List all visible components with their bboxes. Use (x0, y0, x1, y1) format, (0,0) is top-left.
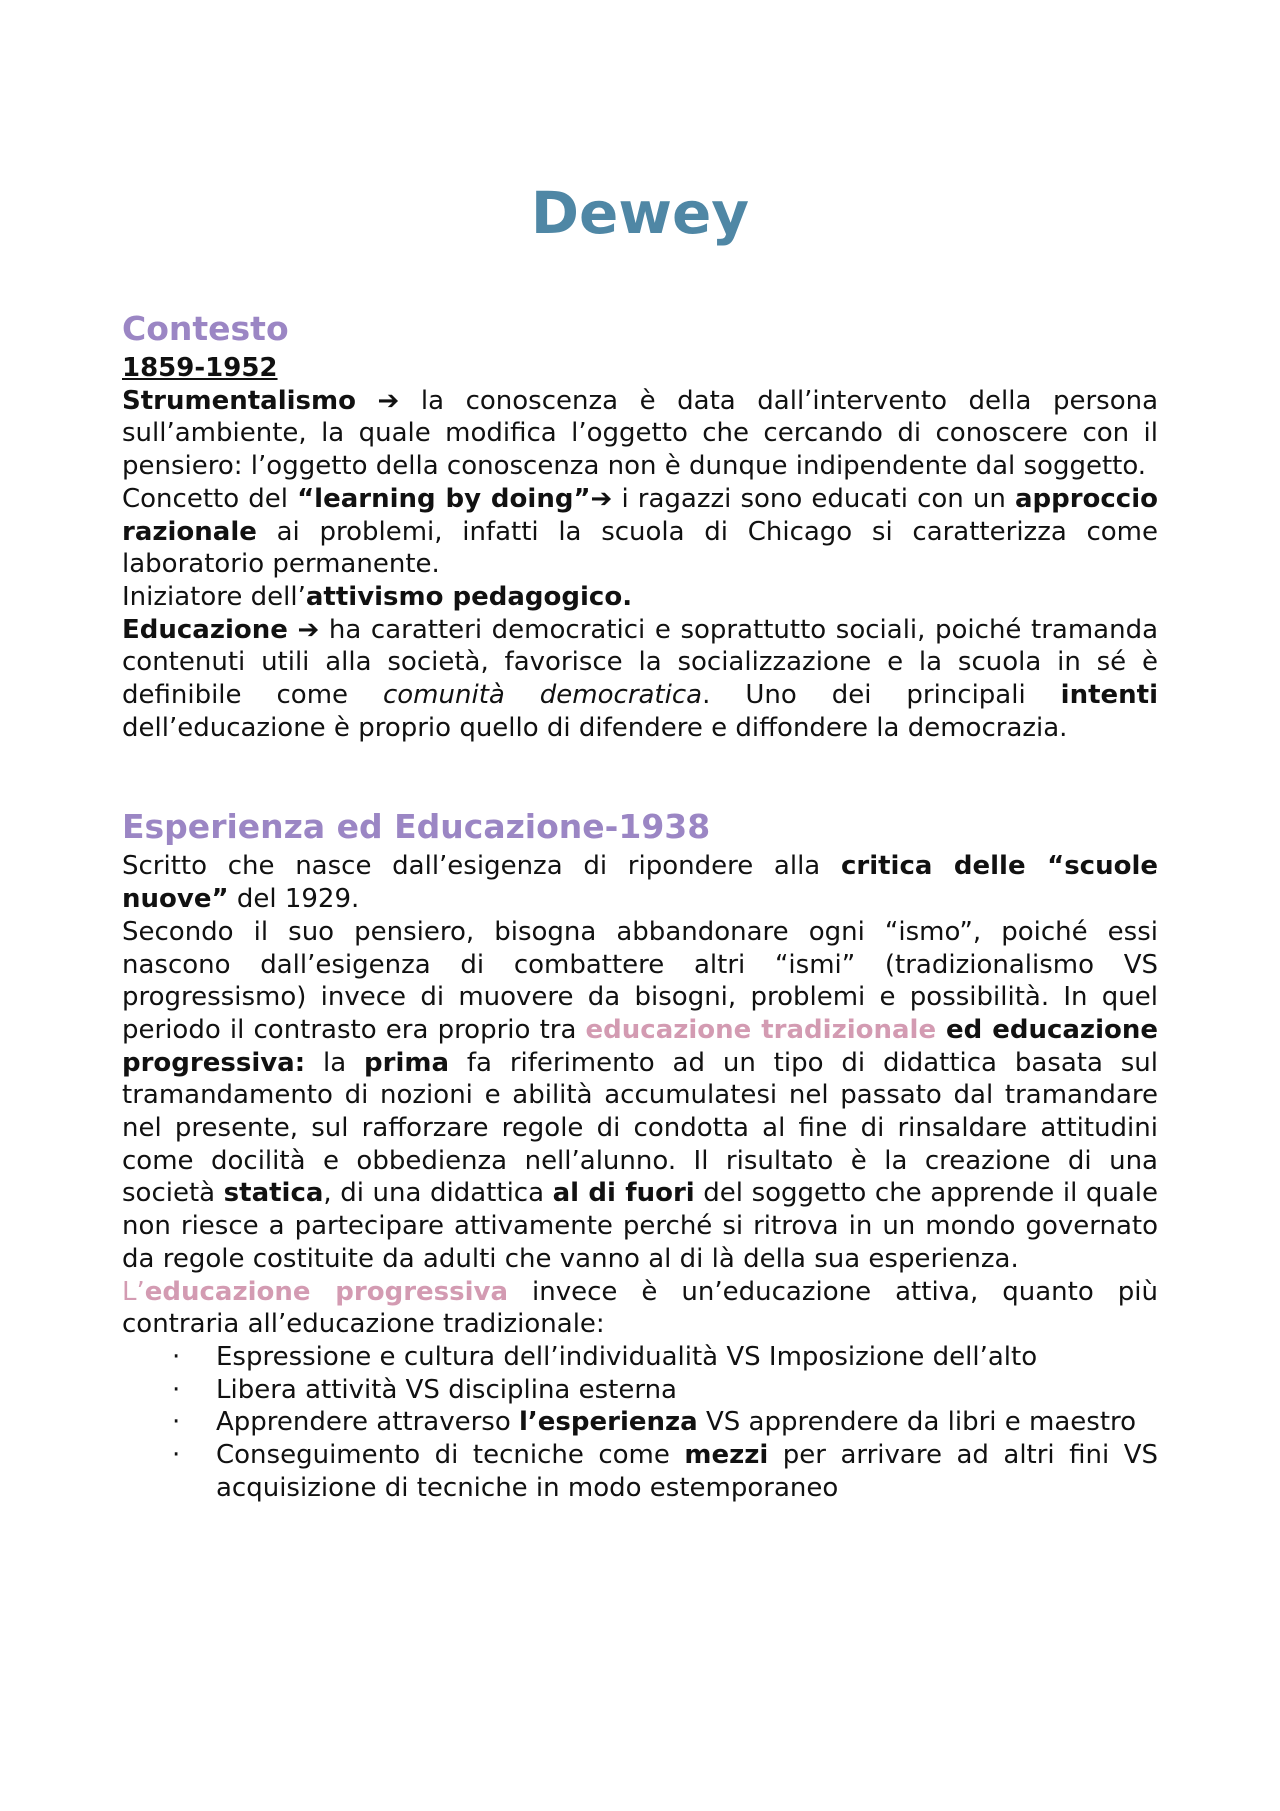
arrow-icon: ➔ (297, 614, 320, 645)
section-heading-esperienza: Esperienza ed Educazione-1938 (122, 807, 711, 847)
text-run: Espressione e cultura dell’individualità VS Imposizione dell’alto (216, 1341, 1038, 1372)
list-item (122, 1439, 1158, 1504)
highlight-term: educazione progressiva (144, 1276, 509, 1307)
bullet-icon: · (172, 1341, 181, 1372)
highlight-term: educazione tradizionale (585, 1014, 937, 1045)
paragraph-educazione (122, 614, 1158, 745)
text-run: la conoscenza è data dall’intervento della persona sull’ambiente, la quale modifica l’oggetto che cercando di conoscere con il pensiero: l’oggetto della conoscenza non è dunque indipendente dal soggetto. (122, 385, 1159, 482)
arrow-icon: ➔ (590, 483, 613, 514)
text-run: Conseguimento di tecniche come (216, 1440, 685, 1471)
text-run: . Uno dei principali (702, 680, 1061, 711)
text-run: Apprendere attraverso (216, 1407, 519, 1438)
text-run: per arrivare ad altri fini VS acquisizione di tecniche in modo estemporaneo (216, 1440, 1158, 1503)
paragraph-strumentalismo (122, 385, 1158, 483)
list-item (122, 1374, 1158, 1407)
paragraph-attivismo (122, 581, 1158, 614)
paragraph-learning-by-doing (122, 483, 1158, 581)
paragraph-scritto (122, 850, 1158, 915)
arrow-icon: ➔ (377, 385, 400, 416)
highlight-prefix: L’ (122, 1276, 145, 1307)
text-run: Iniziatore dell’ (122, 581, 306, 612)
date-text: 1859-1952 (122, 353, 278, 383)
text-run: Libera attività VS disciplina esterna (216, 1374, 677, 1405)
bold-term: al di fuori (552, 1178, 695, 1209)
text-run: ha caratteri democratici e soprattutto sociali, poiché tramanda contenuti utili alla società, favorisce la socializzazione e la scuola in sé è definibile come (122, 614, 1159, 711)
list-item (122, 1406, 1158, 1439)
bold-term: approccio razionale (122, 483, 1158, 547)
text-run: ai problemi, infatti la scuola di Chicago si caratterizza come laboratorio permanente. (122, 516, 1158, 580)
text-run: Secondo il suo pensiero, bisogna abbandonare ogni “ismo”, poiché essi nascono dall’esigenza di combattere altri “ismi” (tradizionalismo VS progressismo) invece di muovere da bisogni, problemi e possibilità. In quel periodo il contrasto era proprio tra (122, 916, 1158, 1045)
bold-term: Educazione (122, 614, 288, 645)
text-run: la (305, 1047, 365, 1078)
italic-term: comunità democratica (382, 680, 703, 711)
bold-term: critica delle “scuole nuove” (122, 851, 1158, 915)
text-run: dell’educazione è proprio quello di difendere e diffondere la democrazia. (122, 712, 1068, 743)
text-run: invece è un’educazione attiva, quanto più contraria all’educazione tradizionale: (122, 1276, 1158, 1340)
document-title: Dewey (530, 179, 750, 247)
bold-term: mezzi (684, 1440, 769, 1471)
bullet-icon: · (172, 1440, 181, 1471)
text-run: Scritto che nasce dall’esigenza di ripondere alla (122, 851, 841, 882)
bullet-icon: · (172, 1374, 181, 1405)
bold-term: l’esperienza (519, 1407, 698, 1438)
paragraph-ismo (122, 916, 1158, 1276)
date-range (122, 352, 1158, 385)
text-run: i ragazzi sono educati con un (612, 483, 1015, 514)
bold-term: attivismo pedagogico. (305, 581, 633, 612)
section-heading-contesto: Contesto (122, 309, 289, 348)
paragraph-educazione-progressiva (122, 1276, 1158, 1341)
text-run: Concetto del (122, 483, 298, 514)
text-run: VS apprendere da libri e maestro (697, 1407, 1137, 1438)
text-run: del soggetto che apprende il quale non riesce a partecipare attivamente perché si ritrova in un mondo governato da regole costituite da adulti che vanno al di là della sua esperienza. (122, 1178, 1158, 1274)
bold-term: “learning by doing” (297, 483, 591, 514)
bullet-icon: · (172, 1407, 181, 1438)
text-run: fa riferimento ad un tipo di didattica basata sul tramandamento di nozioni e abilità accumulatesi nel passato dal tramandare nel presente, sul rafforzare regole di condotta al fine di rinsaldare attitudini come docilità e obbedienza nell’alunno. Il risultato è la creazione di una società (122, 1047, 1158, 1209)
comparison-list (122, 1341, 1158, 1505)
document-body (122, 306, 1158, 1505)
bold-term: intenti (1060, 680, 1158, 711)
list-item (122, 1341, 1158, 1374)
bold-term: statica (223, 1178, 324, 1209)
bold-term: prima (364, 1047, 449, 1078)
bold-term: Strumentalismo (122, 385, 356, 416)
text-run: , di una didattica (323, 1178, 553, 1209)
text-run: del 1929. (228, 884, 360, 915)
bold-term: ed educazione progressiva: (122, 1014, 1158, 1078)
